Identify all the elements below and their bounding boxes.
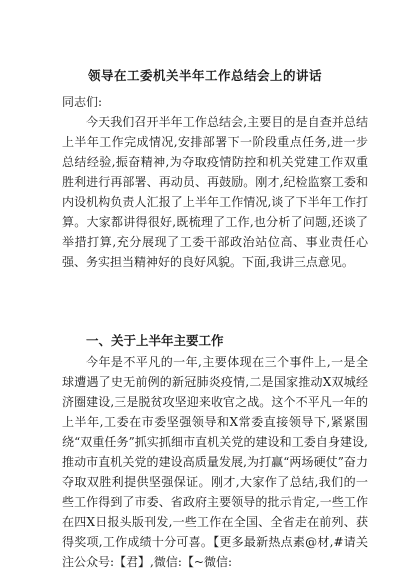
- salutation: 同志们:: [62, 95, 103, 109]
- document-title: 领导在工委机关半年工作总结会上的讲话: [87, 68, 322, 83]
- section-paragraph: 今年是不平凡的一年,主要体现在三个事件上,一是全球遭遇了史无前例的新冠肺炎疫情,二是国家推动X双城经济圈建设,三是脱贫攻坚迎来收官之战。这个不平凡一年的上半年,工委在市委坚强领导和X常委直接领导下,紧紧围绕“双重任务”抓实抓细市直机关党的建设和工委自身建设,推动市直机关党的建设高质量发展,为打赢“两场硬仗”奋力夺取双胜利提供坚强保证。刚才,大家作了总结,我们的一些工作得到了市委、省政府主要领导的批示肯定,一些工作在四X日报头版刊发,一些工作在全国、全省走在前列、获得奖项,工作成绩十分可喜。【更多最新热点素@材,#请关注公众号:【君】,微信:【~微信:: [62, 355, 368, 569]
- section-heading: 一、关于上半年主要工作: [86, 333, 224, 348]
- opening-paragraph: 今天我们召开半年工作总结会,主要目的是自查并总结上半年工作完成情况,安排部署下一阶段重点任务,进一步总结经验,振奋精神,为夺取疫情防控和机关党建工作双重胜利进行再部署、再动员、再鼓励。刚才,纪检监察工委和内设机构负责人汇报了上半年工作情况,谈了下半年工作打算。大家都讲得很好,既梳理了工作,也分析了问题,还谈了举措打算,充分展现了工委干部政治站位高、事业责任心强、务实担当精神好的良好风貌。下面,我讲三点意见。: [62, 115, 368, 269]
